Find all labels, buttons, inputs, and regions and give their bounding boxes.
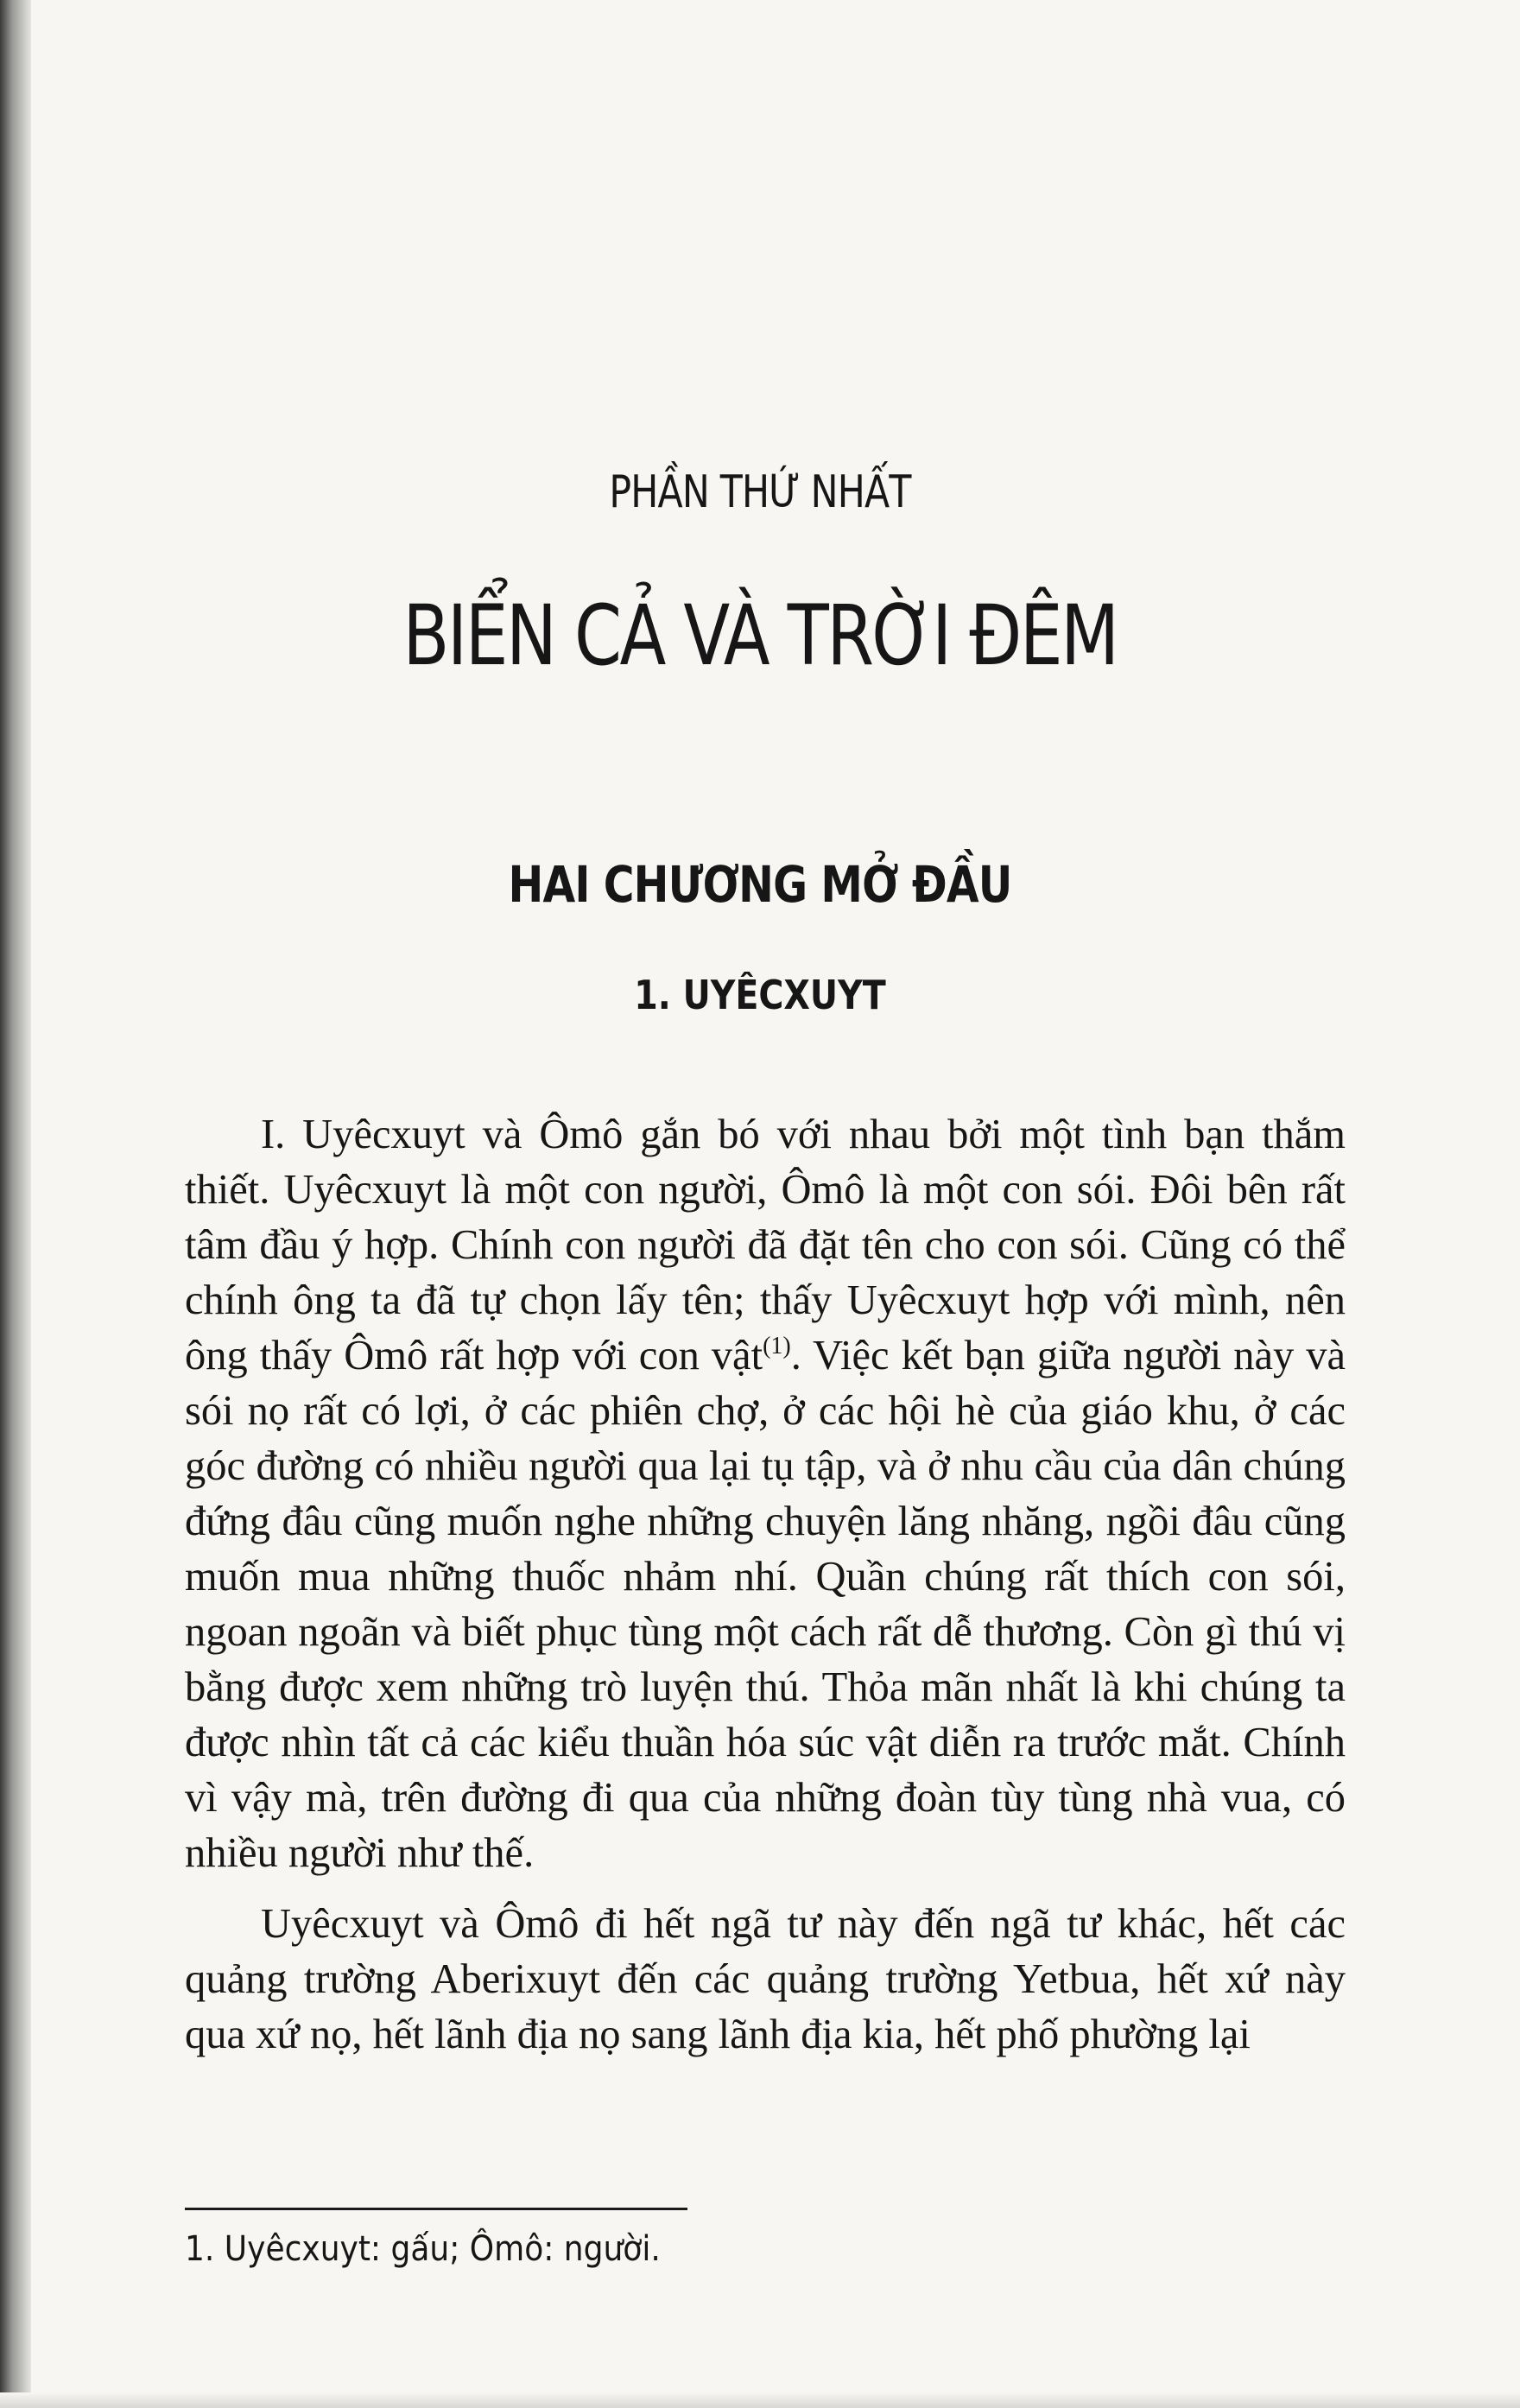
footnote-marker: (1): [763, 1333, 791, 1359]
body-text: [185, 1107, 1346, 2063]
paragraph-1: [185, 1107, 1346, 1881]
footnote-divider: [185, 2208, 687, 2210]
chapter-heading: 1. UYÊCXUYT: [634, 972, 886, 1018]
paragraph-1-continuation: . Việc kết bạn giữa người này và sói nọ rất có lợi, ở các phiên chợ, ở các hội hè của giáo khu, ở các góc đường có nhiều người qua lại tụ tập, và ở nhu cầu của dân chúng đứng đâu cũng muốn nghe những chuyện lăng nhăng, ngồi đâu cũng muốn mua những thuốc nhảm nhí. Quần chúng rất thích con sói, ngoan ngoãn và biết phục tùng một cách rất dễ thương. Còn gì thú vị bằng được xem những trò luyện thú. Thỏa mãn nhất là khi chúng ta được nhìn tất cả các kiểu thuần hóa súc vật diễn ra trước mắt. Chính vì vậy mà, trên đường đi qua của những đoàn tùy tùng nhà vua, có nhiều người như thế.: [185, 1333, 1346, 1876]
book-title: BIỂN CẢ VÀ TRỜI ĐÊM: [402, 587, 1118, 684]
page-bottom-edge: [0, 2392, 1520, 2408]
paragraph-1-text: I. Uyêcxuyt và Ômô gắn bó với nhau bởi một tình bạn thắm thiết. Uyêcxuyt là một con người, Ômô là một con sói. Đôi bên rất tâm đầu ý hợp. Chính con người đã đặt tên cho con sói. Cũng có thể chính ông ta đã tự chọn lấy tên; thấy Uyêcxuyt hợp với mình, nên ông thấy Ômô rất hợp với con vật: [185, 1112, 1346, 1378]
page-spine-shadow: [0, 0, 31, 2408]
part-heading: PHẦN THỨ NHẤT: [609, 466, 911, 518]
paragraph-2: Uyêcxuyt và Ômô đi hết ngã tư này đến ngã tư khác, hết các quảng trường Aberixuyt đến các quảng trường Yetbua, hết xứ này qua xứ nọ, hết lãnh địa nọ sang lãnh địa kia, hết phố phường lại: [185, 1901, 1346, 2057]
section-heading: HAI CHƯƠNG MỞ ĐẦU: [508, 855, 1012, 914]
footnote: 1. Uyêcxuyt: gấu; Ômô: người.: [185, 2229, 661, 2269]
